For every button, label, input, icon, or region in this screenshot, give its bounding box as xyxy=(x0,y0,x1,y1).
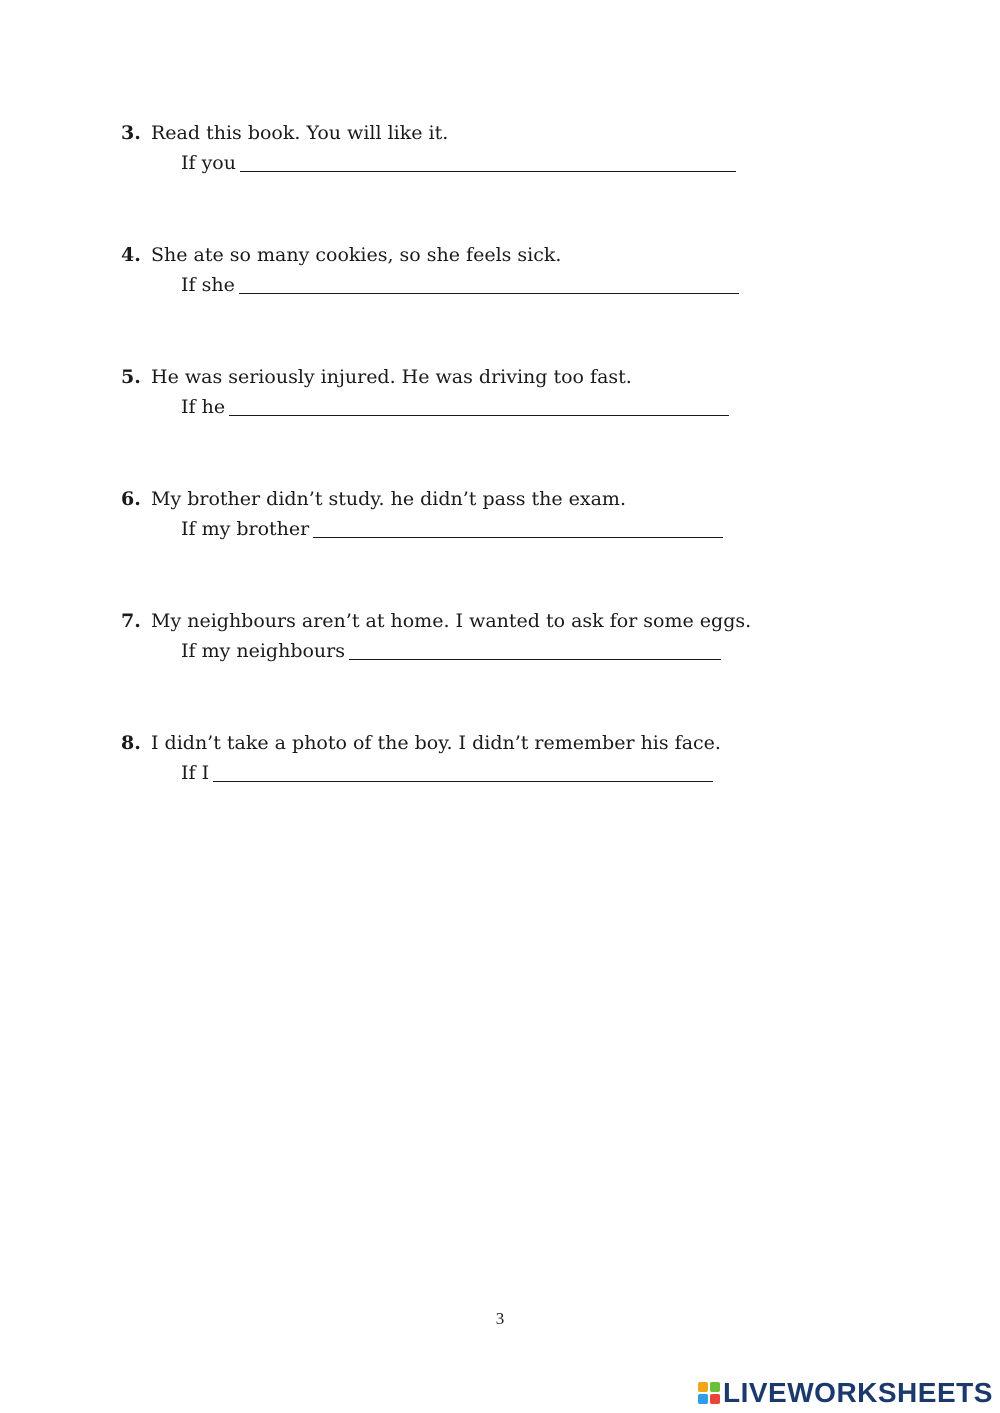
exercise-number: 7. xyxy=(121,610,141,632)
answer-blank[interactable] xyxy=(313,517,723,538)
exercise-prompt: He was seriously injured. He was driving too fast. xyxy=(151,366,632,388)
answer-blank[interactable] xyxy=(349,639,721,660)
answer-blank[interactable] xyxy=(240,151,736,172)
exercise-number: 4. xyxy=(121,244,141,266)
answer-starter: If I xyxy=(181,762,210,784)
exercise-prompt-line xyxy=(121,728,821,758)
exercise-prompt-line xyxy=(121,606,821,636)
exercise-3 xyxy=(121,118,821,178)
exercise-prompt: My neighbours aren’t at home. I wanted to ask for some eggs. xyxy=(151,610,752,632)
answer-line xyxy=(181,392,821,422)
answer-line xyxy=(181,758,821,788)
exercise-number: 3. xyxy=(121,122,141,144)
logo-tile-icon xyxy=(698,1382,708,1392)
liveworksheets-brand[interactable] xyxy=(698,1378,993,1408)
exercise-prompt-line xyxy=(121,118,821,148)
exercise-prompt-line xyxy=(121,362,821,392)
answer-starter: If my neighbours xyxy=(181,640,345,662)
exercise-prompt: My brother didn’t study. he didn’t pass the exam. xyxy=(151,488,626,510)
answer-line xyxy=(181,636,821,666)
exercise-prompt: I didn’t take a photo of the boy. I didn’t remember his face. xyxy=(151,732,721,754)
answer-blank[interactable] xyxy=(239,273,739,294)
exercise-prompt: Read this book. You will like it. xyxy=(151,122,449,144)
answer-starter: If you xyxy=(181,152,236,174)
brand-name: LIVEWORKSHEETS xyxy=(723,1377,993,1408)
exercise-prompt-line xyxy=(121,240,821,270)
logo-tile-icon xyxy=(710,1382,720,1392)
exercise-4 xyxy=(121,240,821,300)
exercise-6 xyxy=(121,484,821,544)
answer-line xyxy=(181,148,821,178)
liveworksheets-logo-icon xyxy=(698,1382,720,1404)
exercise-5 xyxy=(121,362,821,422)
exercise-prompt-line xyxy=(121,484,821,514)
answer-starter: If she xyxy=(181,274,235,296)
exercise-prompt: She ate so many cookies, so she feels sick. xyxy=(151,244,562,266)
answer-blank[interactable] xyxy=(229,395,729,416)
answer-line xyxy=(181,270,821,300)
page-number: 3 xyxy=(495,1309,505,1328)
exercise-8 xyxy=(121,728,821,788)
logo-tile-icon xyxy=(698,1394,708,1404)
exercise-number: 5. xyxy=(121,366,141,388)
exercise-number: 8. xyxy=(121,732,141,754)
logo-tile-icon xyxy=(710,1394,720,1404)
answer-line xyxy=(181,514,821,544)
answer-starter: If my brother xyxy=(181,518,310,540)
exercise-7 xyxy=(121,606,821,666)
exercise-number: 6. xyxy=(121,488,141,510)
answer-blank[interactable] xyxy=(213,761,713,782)
answer-starter: If he xyxy=(181,396,226,418)
